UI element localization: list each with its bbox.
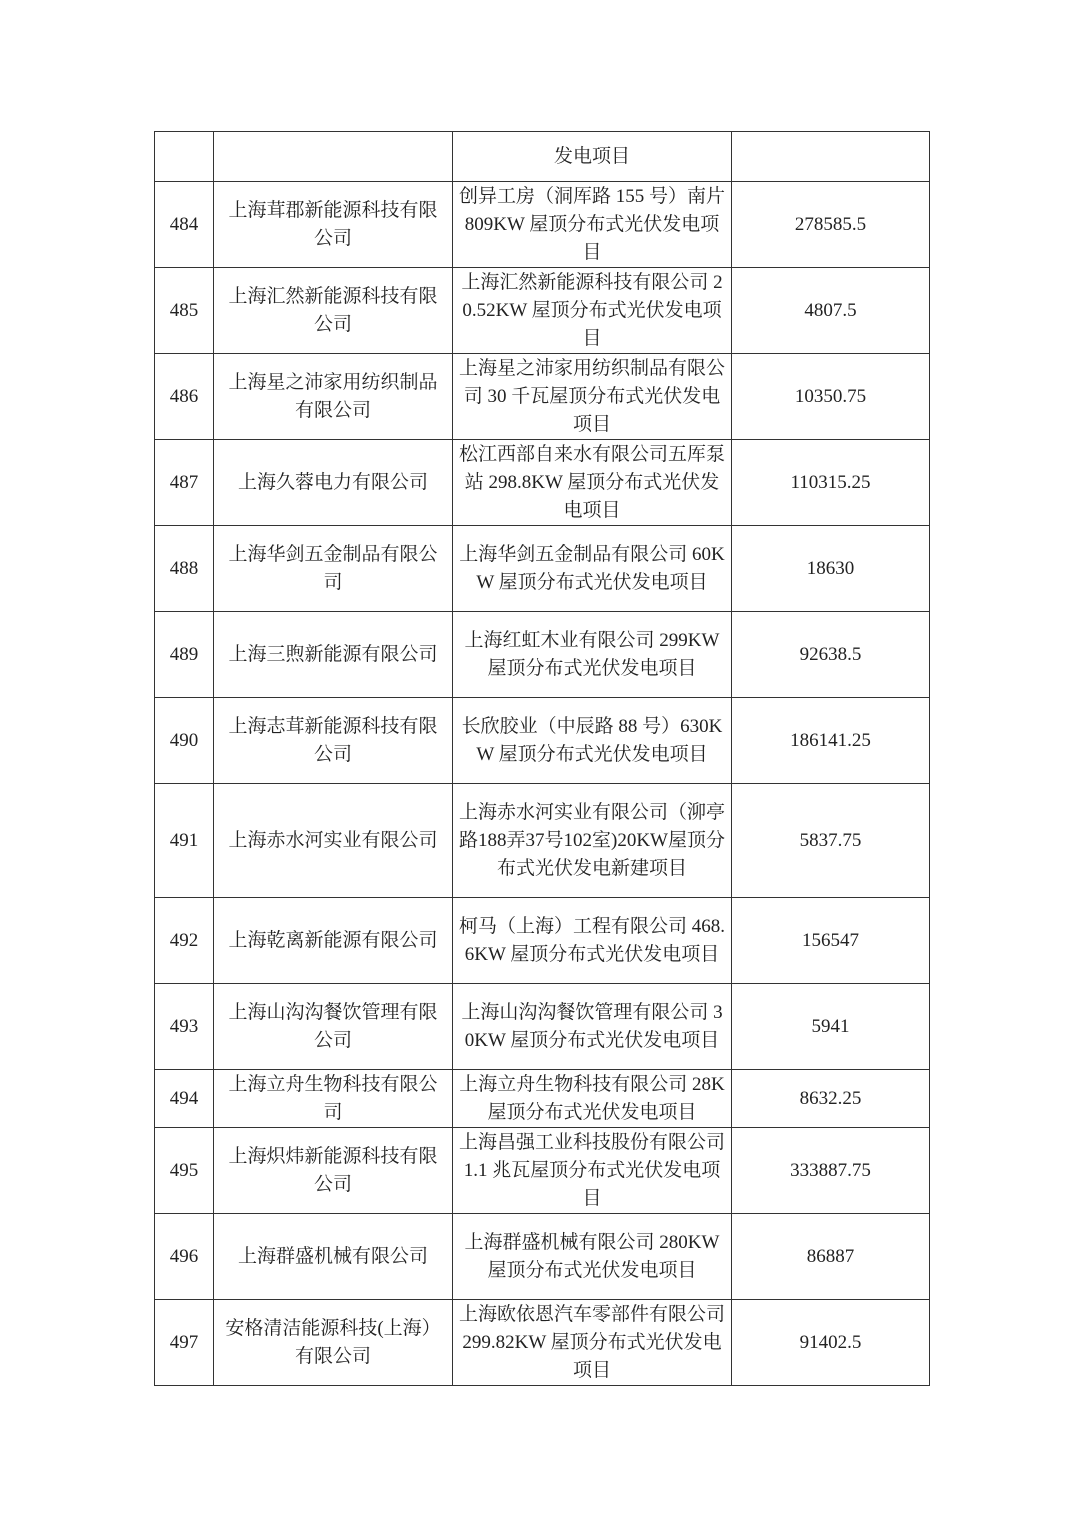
amount-cell — [732, 984, 930, 1070]
amount: 110315.25 — [790, 471, 871, 493]
project-name-cell — [453, 268, 732, 354]
amount: 5837.75 — [799, 829, 862, 851]
project-name-cell — [453, 526, 732, 612]
amount: 5941 — [811, 1015, 850, 1037]
amount: 156547 — [802, 929, 859, 951]
row-number-cell — [155, 132, 214, 182]
table-row — [155, 984, 930, 1070]
table-row — [155, 784, 930, 898]
amount-cell — [732, 612, 930, 698]
row-number: 490 — [169, 729, 199, 751]
table-row — [155, 182, 930, 268]
project-name-cell — [453, 1300, 732, 1386]
subsidy-table — [154, 131, 930, 1386]
amount: 333887.75 — [790, 1159, 871, 1181]
table-row — [155, 268, 930, 354]
amount-cell — [732, 268, 930, 354]
project-name: 创异工房（洞厍路 155 号）南片 809KW 屋顶分布式光伏发电项目 — [459, 185, 726, 263]
table-row — [155, 354, 930, 440]
company-name-cell — [214, 132, 453, 182]
amount-cell — [732, 440, 930, 526]
company-name: 上海久蓉电力有限公司 — [237, 471, 428, 493]
company-name: 上海华剑五金制品有限公司 — [228, 543, 438, 593]
row-number-cell — [155, 1070, 214, 1128]
table-row — [155, 1214, 930, 1300]
amount: 92638.5 — [799, 643, 862, 665]
row-number-cell — [155, 984, 214, 1070]
table-row — [155, 1300, 930, 1386]
amount: 10350.75 — [794, 385, 867, 407]
row-number-cell — [155, 698, 214, 784]
project-name: 上海华剑五金制品有限公司 60KW 屋顶分布式光伏发电项目 — [459, 543, 725, 593]
company-name-cell — [214, 268, 453, 354]
company-name-cell — [214, 612, 453, 698]
amount: 91402.5 — [799, 1331, 862, 1353]
company-name-cell — [214, 1300, 453, 1386]
project-name: 长欣胶业（中辰路 88 号）630KW 屋顶分布式光伏发电项目 — [461, 715, 723, 765]
project-name: 上海昌强工业科技股份有限公司 1.1 兆瓦屋顶分布式光伏发电项目 — [459, 1131, 726, 1209]
table-row — [155, 1128, 930, 1214]
table-row — [155, 1070, 930, 1128]
amount-cell — [732, 182, 930, 268]
project-name: 发电项目 — [553, 145, 630, 167]
company-name: 上海星之沛家用纺织制品有限公司 — [228, 371, 438, 421]
project-name: 上海山沟沟餐饮管理有限公司 30KW 屋顶分布式光伏发电项目 — [461, 1001, 723, 1051]
row-number: 488 — [169, 557, 199, 579]
company-name-cell — [214, 784, 453, 898]
project-name-cell — [453, 984, 732, 1070]
row-number: 485 — [169, 299, 199, 321]
project-name: 上海汇然新能源科技有限公司 20.52KW 屋顶分布式光伏发电项目 — [461, 271, 723, 349]
row-number: 496 — [169, 1245, 199, 1267]
company-name-cell — [214, 354, 453, 440]
amount: 18630 — [806, 557, 855, 579]
amount-cell — [732, 1300, 930, 1386]
company-name-cell — [214, 898, 453, 984]
row-number-cell — [155, 354, 214, 440]
company-name: 上海群盛机械有限公司 — [237, 1245, 428, 1267]
project-name-cell — [453, 1128, 732, 1214]
amount-cell — [732, 1128, 930, 1214]
project-name: 上海赤水河实业有限公司（泖亭路188弄37号102室)20KW屋顶分布式光伏发电新建项目 — [459, 801, 726, 879]
row-number: 497 — [169, 1331, 199, 1353]
company-name: 上海三煦新能源有限公司 — [228, 643, 438, 665]
amount: 278585.5 — [794, 213, 867, 235]
table-row — [155, 440, 930, 526]
project-name: 上海立舟生物科技有限公司 28K 屋顶分布式光伏发电项目 — [459, 1073, 725, 1123]
row-number-cell — [155, 898, 214, 984]
row-number-cell — [155, 268, 214, 354]
row-number-cell — [155, 1214, 214, 1300]
company-name: 上海汇然新能源科技有限公司 — [228, 285, 438, 335]
row-number-cell — [155, 784, 214, 898]
company-name-cell — [214, 1128, 453, 1214]
amount: 86887 — [806, 1245, 855, 1267]
amount-cell — [732, 698, 930, 784]
table-row — [155, 132, 930, 182]
amount: 8632.25 — [799, 1087, 862, 1109]
row-number: 487 — [169, 471, 199, 493]
project-name: 上海欧依恩汽车零部件有限公司 299.82KW 屋顶分布式光伏发电项目 — [459, 1303, 726, 1381]
amount-cell — [732, 354, 930, 440]
project-name: 柯马（上海）工程有限公司 468.6KW 屋顶分布式光伏发电项目 — [459, 915, 726, 965]
amount-cell — [732, 1070, 930, 1128]
company-name-cell — [214, 984, 453, 1070]
table-row — [155, 526, 930, 612]
row-number-cell — [155, 1128, 214, 1214]
row-number: 491 — [169, 829, 199, 851]
row-number: 486 — [169, 385, 199, 407]
row-number-cell — [155, 526, 214, 612]
project-name-cell — [453, 898, 732, 984]
project-name: 上海星之沛家用纺织制品有限公司 30 千瓦屋顶分布式光伏发电项目 — [459, 357, 726, 435]
project-name-cell — [453, 784, 732, 898]
project-name-cell — [453, 354, 732, 440]
table-row — [155, 698, 930, 784]
row-number: 495 — [169, 1159, 199, 1181]
row-number: 492 — [169, 929, 199, 951]
row-number: 489 — [169, 643, 199, 665]
project-name-cell — [453, 182, 732, 268]
company-name-cell — [214, 698, 453, 784]
row-number-cell — [155, 440, 214, 526]
company-name: 上海乾离新能源有限公司 — [228, 929, 438, 951]
company-name: 安格清洁能源科技(上海）有限公司 — [225, 1317, 441, 1367]
company-name-cell — [214, 440, 453, 526]
project-name-cell — [453, 1070, 732, 1128]
project-name: 上海群盛机械有限公司 280KW 屋顶分布式光伏发电项目 — [464, 1231, 720, 1281]
company-name: 上海山沟沟餐饮管理有限公司 — [228, 1001, 438, 1051]
table-row — [155, 612, 930, 698]
company-name: 上海赤水河实业有限公司 — [228, 829, 438, 851]
row-number-cell — [155, 612, 214, 698]
amount-cell — [732, 784, 930, 898]
amount: 186141.25 — [790, 729, 871, 751]
company-name-cell — [214, 182, 453, 268]
project-name: 松江西部自来水有限公司五厍泵站 298.8KW 屋顶分布式光伏发电项目 — [459, 443, 726, 521]
company-name: 上海炽炜新能源科技有限公司 — [228, 1145, 438, 1195]
row-number: 494 — [169, 1087, 199, 1109]
amount-cell — [732, 132, 930, 182]
project-name-cell — [453, 612, 732, 698]
table-body — [155, 132, 930, 1386]
project-name-cell — [453, 440, 732, 526]
project-name-cell — [453, 132, 732, 182]
amount: 4807.5 — [804, 299, 857, 321]
company-name-cell — [214, 1214, 453, 1300]
project-name-cell — [453, 698, 732, 784]
project-name: 上海红虹木业有限公司 299KW 屋顶分布式光伏发电项目 — [464, 629, 720, 679]
amount-cell — [732, 1214, 930, 1300]
company-name: 上海茸郡新能源科技有限公司 — [228, 199, 438, 249]
amount-cell — [732, 526, 930, 612]
company-name: 上海志茸新能源科技有限公司 — [228, 715, 438, 765]
company-name: 上海立舟生物科技有限公司 — [228, 1073, 438, 1123]
company-name-cell — [214, 526, 453, 612]
row-number-cell — [155, 1300, 214, 1386]
project-name-cell — [453, 1214, 732, 1300]
row-number: 493 — [169, 1015, 199, 1037]
company-name-cell — [214, 1070, 453, 1128]
row-number: 484 — [169, 213, 199, 235]
table-row — [155, 898, 930, 984]
row-number-cell — [155, 182, 214, 268]
amount-cell — [732, 898, 930, 984]
